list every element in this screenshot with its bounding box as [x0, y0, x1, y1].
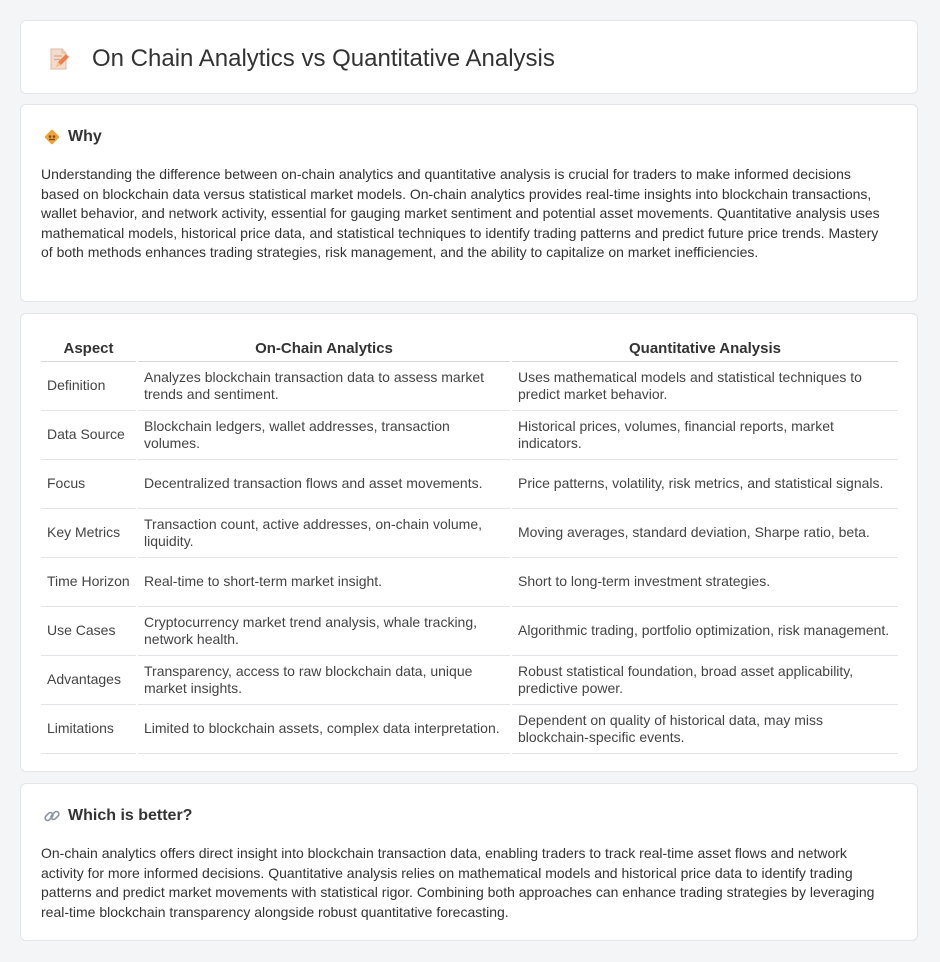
which-is-better-section — [20, 783, 918, 941]
why-paragraph: Understanding the difference between on-chain analytics and quantitative analysis is crucial for traders to make informed decisions based on blockchain data versus statistical market models. On-chain analytics provides real-time insights into blockchain transactions, wallet behavior, and network activity, essential for gauging market sentiment and potential asset movements. Quantitative analysis uses mathematical models, historical price data, and statistical techniques to identify trading patterns and predict future price trends. Mastery of both methods enhances trading strategies, risk management, and the ability to capitalize on market inefficiencies. — [41, 166, 880, 260]
row-aspect: Focus — [41, 460, 137, 509]
table-row — [41, 705, 898, 754]
row-quantitative: Moving averages, standard deviation, Sharpe ratio, beta. — [511, 509, 898, 558]
row-on-chain: Transaction count, active addresses, on-chain volume, liquidity. — [137, 509, 511, 558]
warning-diamond-icon — [43, 128, 61, 146]
header-card — [20, 20, 918, 94]
row-on-chain: Decentralized transaction flows and asset movements. — [137, 460, 511, 509]
row-quantitative: Robust statistical foundation, broad asset applicability, predictive power. — [511, 656, 898, 705]
column-header-aspect: Aspect — [41, 334, 137, 362]
table-row — [41, 558, 898, 607]
row-quantitative: Price patterns, volatility, risk metrics, and statistical signals. — [511, 460, 898, 509]
table-row — [41, 460, 898, 509]
row-aspect: Key Metrics — [41, 509, 137, 558]
document-pencil-icon — [48, 47, 70, 71]
table-row — [41, 362, 898, 411]
row-quantitative: Uses mathematical models and statistical techniques to predict market behavior. — [511, 362, 898, 411]
table-row — [41, 656, 898, 705]
row-aspect: Definition — [41, 362, 137, 411]
row-on-chain: Transparency, access to raw blockchain data, unique market insights. — [137, 656, 511, 705]
page-title: On Chain Analytics vs Quantitative Analysis — [92, 45, 555, 72]
row-on-chain: Real-time to short-term market insight. — [137, 558, 511, 607]
row-on-chain: Blockchain ledgers, wallet addresses, transaction volumes. — [137, 411, 511, 460]
row-on-chain: Analyzes blockchain transaction data to assess market trends and sentiment. — [137, 362, 511, 411]
row-aspect: Data Source — [41, 411, 137, 460]
row-quantitative: Algorithmic trading, portfolio optimization, risk management. — [511, 607, 898, 656]
row-quantitative: Dependent on quality of historical data, may miss blockchain-specific events. — [511, 705, 898, 754]
comparison-section — [20, 313, 918, 772]
better-title: Which is better? — [68, 807, 193, 824]
why-section — [20, 104, 918, 302]
row-on-chain: Cryptocurrency market trend analysis, whale tracking, network health. — [137, 607, 511, 656]
better-paragraph: On-chain analytics offers direct insight into blockchain transaction data, enabling traders to track real-time asset flows and network activity for more informed decisions. Quantitative analysis relies on mathematical models and historical price data to identify trading patterns and predict market movements with statistical rigor. Combining both approaches can enhance trading strategies by leveraging real-time blockchain transparency alongside robust quantitative forecasting. — [41, 845, 875, 920]
column-header-quantitative: Quantitative Analysis — [511, 334, 898, 362]
table-header-row — [41, 334, 898, 362]
row-quantitative: Historical prices, volumes, financial reports, market indicators. — [511, 411, 898, 460]
link-icon — [43, 807, 61, 825]
comparison-table — [41, 334, 898, 754]
row-aspect: Time Horizon — [41, 558, 137, 607]
row-aspect: Limitations — [41, 705, 137, 754]
table-row — [41, 411, 898, 460]
row-aspect: Advantages — [41, 656, 137, 705]
column-header-on-chain: On-Chain Analytics — [137, 334, 511, 362]
table-row — [41, 607, 898, 656]
row-quantitative: Short to long-term investment strategies. — [511, 558, 898, 607]
table-row — [41, 509, 898, 558]
row-on-chain: Limited to blockchain assets, complex data interpretation. — [137, 705, 511, 754]
why-title: Why — [68, 128, 102, 145]
row-aspect: Use Cases — [41, 607, 137, 656]
